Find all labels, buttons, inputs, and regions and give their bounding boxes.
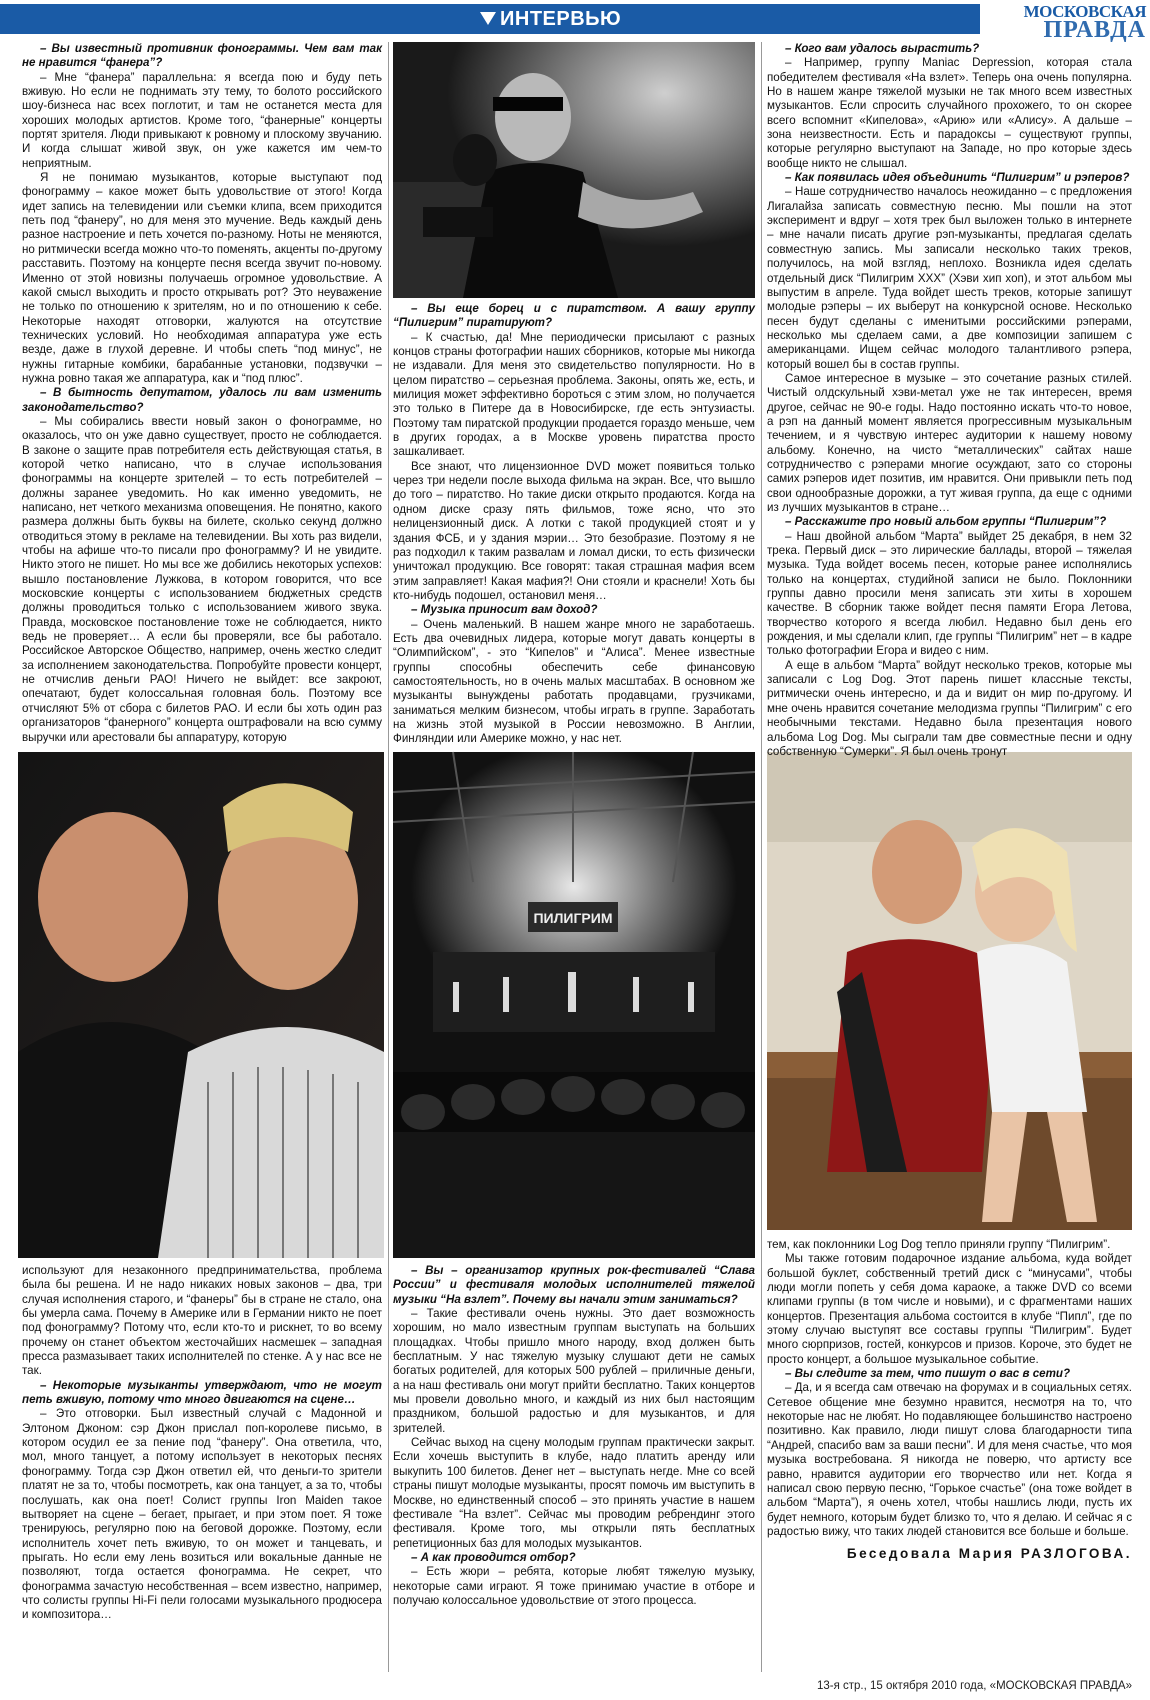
article-column-1-top (22, 42, 382, 744)
stage-banner-text: ПИЛИГРИМ (533, 910, 613, 926)
photo-two-men (18, 752, 384, 1258)
column-divider (388, 42, 389, 1672)
rubric-title: ИНТЕРВЬЮ (500, 8, 622, 30)
article-paragraph: А еще в альбом “Марта” войдут несколько треков, которые мы записали с Log Dog. Этот парень пишет классные тексты, ритмически очень интересно, и да и видит он мир по-другому. И мне очень нравится сочетание мелодизма группы “Пилигрим” с его необычными текстами. Недавно была презентация нового альбома Log Dog. Мы сыграли там две совместные песни и одну собственную “Сумерки”. Я был очень тронут (767, 658, 1132, 758)
interview-question: – Вы следите за тем, что пишут о вас в сети? (785, 1367, 1071, 1381)
article-paragraph: используют для незаконного предпринимательства, проблема была бы решена. И не надо никаких новых законов – два, три случая исполнения старого, и “фанеры” бы в стране не стало, она бы умерла сама. Почему в Америке или в Германии никто не поет под фонограмму? Потому что, если кто-то и рискнет, то во всему прочему он станет объектом жесточайших насмешек – западная пресса размазывает таких исполнителей по стенке. А у нас все не так. (22, 1264, 382, 1378)
photo-singer-on-stage (393, 42, 755, 298)
article-paragraph: – Есть жюри – ребята, которые любят тяжелую музыку, некоторые сами играют. Я тоже принимаю участие в отборе и получаю колоссальное удовольствие от этого процесса. (393, 1565, 755, 1607)
article-paragraph: – Мы собирались ввести новый закон о фонограмме, но оказалось, что он уже давно существует, просто не соблюдается. В законе о защите прав потребителя есть действующая статья, в которой четко написано, что в случае использования фонограммы на концерте зрителей – то есть потребителей – должны заранее уведомить. Но как именно уведомить, не написано, нет четкого механизма оповещения. Не понятно, какого размера должны быть буквы на билете, сколько секунд должно отводиться этому в рекламе на телевидении. Вы хоть раз видели, чтобы на афише что-то писали про фонограмму? И не увидите. Никто этого не пишет. Но мы все же добились некоторых успехов: вышло постановление Лужкова, в котором говорится, что все московские концерты с использованием бюджетных средств должны проводиться только с использованием живого звука. Правда, московское постановление тоже не соблюдается, никто ведь не проверяет… А если бы проверяли, все бы работало. Российское Авторское Общество, например, очень жестко следит за исполнением законодательства. Попробуйте провести концерт, не отчислив деньги РАО! Ничего не выйдет: все закроют, опечатают, будет колоссальная головная боль. Поэтому все отчисляют 5% от сбора с билетов РАО. И если бы хоть один раз организаторов “фанерного” концерта оштрафовали на всю сумму выручки или арестовали бы аппаратуру, которую (22, 414, 382, 744)
interview-question: – Вы – организатор крупных рок-фестивалей “Слава России” и фестиваля молодых исполнителей тяжелой музыки “На взлет”. Почему вы начали этим заниматься? (393, 1264, 755, 1306)
article-paragraph: тем, как поклонники Log Dog тепло приняли группу “Пилигрим”. (767, 1238, 1111, 1251)
interview-question: – Некоторые музыканты утверждают, что не могут петь вживую, потому что много двигаются на сцене… (22, 1378, 382, 1407)
article-paragraph: Все знают, что лицензионное DVD может появиться только через три недели после выхода фильма на экран. Все, что вышло до того – пиратство. Но такие диски открыто продаются. Когда на одном диске сразу пять фильмов, тоже ясно, что это нелицензионный диск. А лотки с такой продукцией стоят и у здания ФСБ, и у здания мэрии… Это безобразие. Поэтому я не раз подходил к таким развалам и ломал диски, то есть физически уничтожал продукцию. Все говорят: такая страшная мафия всем этим заправляет! Какая мафия?! Они стояли и краснели! Хоть бы кто-нибудь подошел, остановил меня… (393, 459, 755, 602)
article-paragraph: – Например, группу Maniac Depression, которая стала победителем фестиваля «На взлет». Теперь она очень популярна. Но в нашем жанре тяжелой музыки не так много всем известных музыкантов. Если спросить случайного прохожего, то он скорее всего вспомнит «Кипелова», «Арию» или «Алису». А дальше – зона неизвестности. Есть и парадоксы – существуют группы, которые регулярно выступают на Западе, но про которые здесь вообще никто не слышал. (767, 56, 1132, 170)
masthead-line1: МОСКОВСКАЯ (1023, 2, 1146, 21)
article-paragraph: Самое интересное в музыке – это сочетание разных стилей. Чистый олдскульный хэви-метал уже не так интересен, время другое, сейчас не 90-е годы. Надо постоянно искать что-то новое, а рэп на данный момент является прогрессивным музыкальным течением, и я чувствую интерес аудитории к нашему новому альбому. Конечно, на чисто “металлических” сайтах наше сотрудничество с рэперами многие осуждают, зато со стороны самих рэперов идет позитив, им нравится. Они привыкли петь под свои однообразные дорожки, а тут живая группа, да еще с одними из лучших музыкантов в стране… (767, 371, 1132, 514)
photo-couple-on-bench (767, 752, 1132, 1230)
masthead-line2: ПРАВДА (1043, 17, 1146, 43)
article-paragraph: – Наше сотрудничество началось неожиданно – с предложения Лигалайза записать совместную песню. Мы пошли на этот эксперимент и вдруг – хотя трек был выложен только в интернете – мне начали писать другие рэп-музыканты, предлагая сделать совместную запись. Мы записали несколько таких треков, получилось, на мой взгляд, неплохо. Возникла идея сделать отдельный диск “Пилигрим ХХХ” (Хэви хип хоп), и этот альбом мы выпустим в апреле. Туда войдет шесть треков, которые запишут молодые рэперы – их выберут на конкурсной основе. Несколько песен будут сделаны с именитыми российскими рэперами, несколько мы сделаем сами, а две композиции запишем с американцами. Ищем сейчас молодого талантливого рэпера, который вошел бы в состав группы. (767, 185, 1132, 371)
article-paragraph: – Наш двойной альбом “Марта” выйдет 25 декабря, в нем 32 трека. Первый диск – это лирические баллады, второй – тяжелая музыка. Туда войдет восемь песен, которые ранее исполнялись только на концертах, студийной записи не было. Поклонники группы давно просили меня записать эти хиты в хорошем качестве. В сборник также войдет песня памяти Егора Летова, творчество которого я всегда любил. Недавно был день его рождения, и мы сделали клип, где группы “Пилигрим” нет – в кадре только фотографии Егора и видео с ним. (767, 529, 1132, 658)
byline: Беседовала Мария РАЗЛОГОВА. (846, 1546, 1132, 1562)
interview-question: – Музыка приносит вам доход? (411, 603, 598, 617)
rubric-bar (0, 0, 1150, 43)
article-paragraph: – Такие фестивали очень нужны. Это дает возможность хорошим, но мало известным группам выступать на больших площадках. Чтобы пришло много народу, вход должен быть бесплатным. У нас тяжелую музыку слушают дети не самых богатых родителей, для которых 500 рублей – приличные деньги, а на наш фестиваль они могут прийти бесплатно. Таких концертов мы провели довольно много, и каждый из них был настоящим праздником, большой радостью и для музыкантов, и для зрителей. (393, 1307, 755, 1435)
interview-question: – Вы известный противник фонограммы. Чем вам так не нравится “фанера”? (22, 42, 382, 70)
article-paragraph: – Это отговорки. Был известный случай с Мадонной и Элтоном Джоном: сэр Джон прислал поп-королеве письмо, в котором осудил ее за пение под “фанеру”. Она ответила, что, мол, много танцует, а потому использует в некоторых песнях фонограмму. Тогда сэр Джон ответил ей, что деньги-то зрители платят не за то, чтобы посмотреть, как она танцует, а за то, чтобы послушать, как она поет! Солист группы Iron Maiden такое вытворяет на сцене – бегает, прыгает, и при этом поет. Я тоже тренируюсь, регулярно пою на беговой дорожке. Поэтому, если исполнитель хочет петь вживую, то он может и танцевать, и прыгать. Но если ему лень возиться или вокальные данные не позволяют, тогда остается фонограмма. Не секрет, что фонограмма зачастую несобственная – всем известно, например, что солисты группы Hi-Fi пели голосами музыкального продюсера и композитора… (22, 1407, 382, 1622)
article-column-1-bottom (22, 1264, 382, 1672)
article-paragraph: Мы также готовим подарочное издание альбома, куда войдет большой буклет, собственный третий диск с “минусами”, чтобы люди могли попеть у себя дома караоке, а также DVD со всеми клипами группы (в том числе и новыми), и с фрагментами наших концертов. Презентация альбома состоится в клубе “Пипл”, где по этому случаю выступят все составы группы “Пилигрим”. Будет много сюрпризов, гостей, конкурсов и призов. Короче, это будет не просто концерт, а большое музыкальное событие. (767, 1252, 1132, 1366)
interview-question: – Кого вам удалось вырастить? (785, 42, 980, 55)
column-divider (761, 42, 762, 1672)
interview-question: – В бытность депутатом, удалось ли вам изменить законодательство? (22, 386, 382, 414)
article-paragraph: – Мне “фанера” параллельна: я всегда пою и буду петь вживую. Но если не поднимать эту тему, то болото российского шоу-бизнеса нас всех поглотит, и там не останется места для хороших молодых артистов. Кроме того, “фанерные” концерты портят зрителя. Люди привыкают к ровному и плоскому звучанию. И когда слышат живой звук, он уже кажется им чем-то неприятным. (22, 70, 382, 170)
rubric-arrow-icon (480, 12, 496, 25)
masthead-logo (990, 0, 1150, 43)
interview-question: – Как появилась идея объединить “Пилигрим” и рэперов? (785, 171, 1130, 185)
article-paragraph: – К счастью, да! Мне периодически присылают с разных концов страны фотографии наших сборников, которые мы никогда не издавали. Для меня это свидетельство популярности. Но в целом пиратство – серьезная проблема. Законы, опять же, есть, и милиция может эффективно бороться с этим злом, но получается это только в Питере да в Новосибирске, где есть энтузиасты. Поэтому там пиратской продукции продается гораздо меньше, чем в других городах, а в Москве уровень пиратства просто зашкаливает. (393, 330, 755, 459)
article-paragraph: Я не понимаю музыкантов, которые выступают под фонограмму – какое может быть удовольствие от этого! Когда идет запись на телевидении или съемки клипа, всем приходится петь под “фанеру”, но для меня это мучение. Ведь каждый день разное настроение и петь хочется по-разному. Ноты не меняются, но ритмически всегда можно что-то поменять, акценты по-другому расставить. Поэтому на концерте песня всегда звучит по-новому. Именно от этой новизны получаешь огромное удовольствие. А какой смысл выходить и просто открывать рот? Это неуважение не только по отношению к зрителям, но и по отношению к себе. Некоторые находят отговорки, жалуются на отсутствие технических условий. Но необходимая аппаратура уже есть везде, даже в глухой деревне. И чтобы спеть “под минус”, не нужны гитарные комбики, барабанные установки, подзвучки – нужна ровно такая же аппаратура, как и “под плюс”. (22, 171, 382, 385)
article-column-3-bottom (767, 1238, 1132, 1672)
page-footer: 13-я стр., 15 октября 2010 года, «МОСКОВСКАЯ ПРАВДА» (816, 1680, 1132, 1692)
interview-question: – Расскажите про новый альбом группы “Пилигрим”? (785, 515, 1107, 529)
article-paragraph: – Очень маленький. В нашем жанре много не заработаешь. Есть два очевидных лидера, которые могут давать концерты в “Олимпийском”, - это “Кипелов” и “Алиса”. Менее известные группы способны обеспечить себе финансовую самостоятельность, но в очень малых масштабах. В основном же музыканты вынуждены работать продавцами, грузчиками, заниматься мелким бизнесом, чтобы играть в группе. Заработать на жизнь этой музыкой в России невозможно. В Англии, Финляндии или Америке можно, у нас нет. (393, 617, 755, 746)
article-column-2-top (393, 302, 755, 744)
interview-question: – Вы еще борец и с пиратством. А вашу группу “Пилигрим” пиратируют? (393, 302, 755, 330)
article-column-2-bottom (393, 1264, 755, 1672)
photo-concert-hall (393, 752, 755, 1258)
article-paragraph: – Да, и я всегда сам отвечаю на форумах и в социальных сетях. Сетевое общение мне безумно нравится, несмотря на то, что некоторые нас не любят. Но подавляющее большинство настроено позитивно. Как правило, люди пишут слова благодарности типа “Андрей, спасибо вам за ваши песни”. И для меня счастье, что моя музыка востребована. Я никогда не поверю, что артисту все равно, нравится аудитории его творчество или нет. Когда я написал свою первую песню, “Горькое счастье” (она тоже войдет в альбом “Марта”), я очень хотел, чтобы нашлись люди, пусть их будет немного, которым будет близко то, что я делаю. И сейчас я с радостью вижу, что таких людей становится все больше и больше. (767, 1381, 1132, 1538)
article-column-3-top (767, 42, 1132, 758)
article-paragraph: Сейчас выход на сцену молодым группам практически закрыт. Если хочешь выступить в клубе, надо платить аренду или выкупить 100 билетов. Денег нет – выступать негде. Мне со всей страны пишут молодые музыканты, просят помочь им выступить в Москве, но единственный способ – это принять участие в нашем фестивале “На взлет”. Сейчас мы проводим ребрендинг этого фестиваля. Кроме того, мы открыли пять бесплатных репетиционных баз для молодых музыкантов. (393, 1436, 755, 1550)
interview-question: – А как проводится отбор? (411, 1550, 576, 1564)
